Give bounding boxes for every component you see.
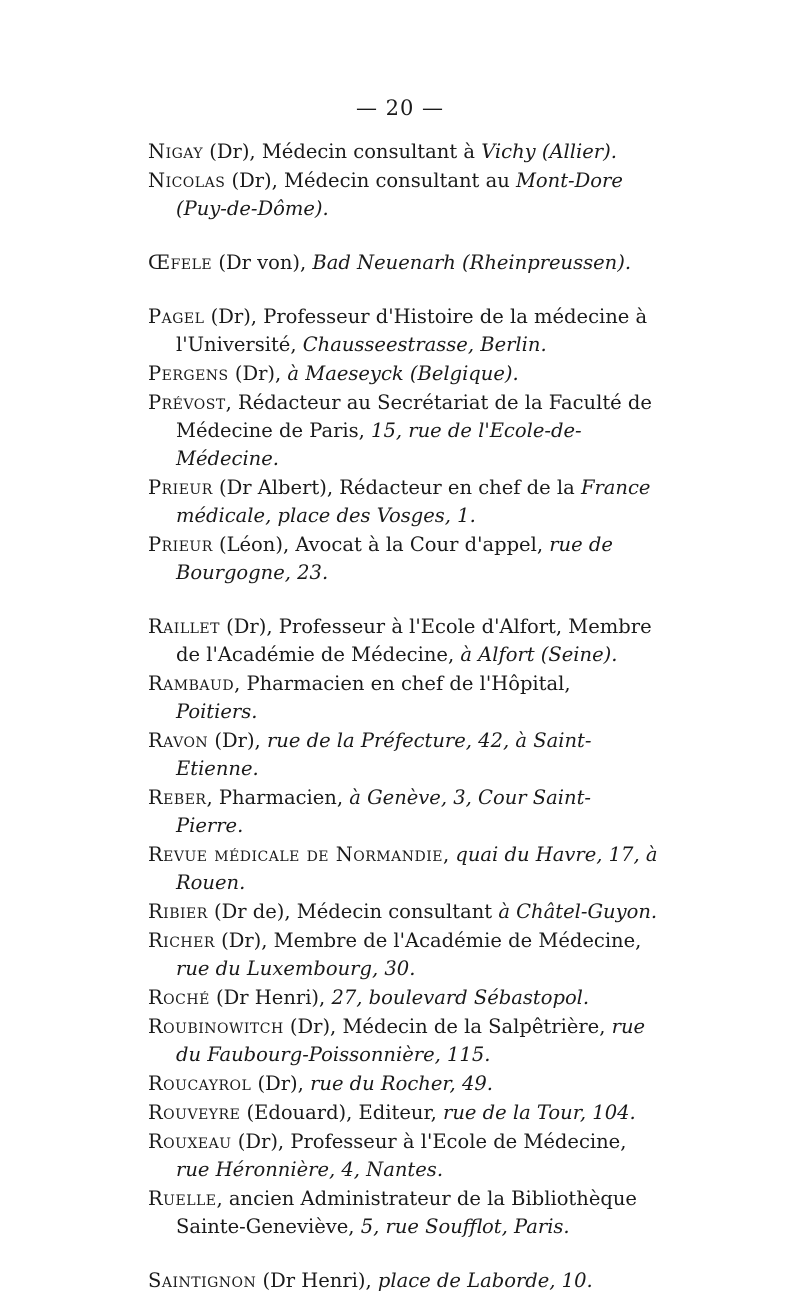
list-item [148,984,658,1012]
entry-place: Chausseestrasse, Berlin. [302,333,547,356]
entry-place: Mont-Dore (Puy-de-Dôme). [176,169,623,220]
list-item [148,531,658,587]
entry-place: à Alfort (Seine). [460,643,618,666]
entry-place: rue de la Préfecture, 42, à Saint-Etienne. [176,729,592,780]
entry-name: Prieur [148,476,213,499]
list-item [148,841,658,897]
list-item [148,670,658,726]
entry-name: Pergens [148,362,229,385]
entry-text: , ancien Administrateur de la Bibliothèque Sainte-Geneviève, [176,1187,637,1238]
entry-text: , [442,843,456,866]
entry-name: Pagel [148,305,205,328]
entry-text: , Pharmacien en chef de l'Hôpital, [234,672,571,695]
list-item [148,1128,658,1184]
entry-place: rue du Luxembourg, 30. [176,957,416,980]
entry-name: Roucayrol [148,1072,252,1095]
entry-place: quai du Havre, 17, à Rouen. [176,843,658,894]
list-item [148,303,658,359]
entry-place: rue de Bourgogne, 23. [176,533,613,584]
entry-text: (Dr), Médecin de la Salpêtrière, [283,1015,612,1038]
entry-text: (Dr), Membre de l'Académie de Médecine, [214,929,642,952]
entry-text: (Dr), Médecin consultant au [225,169,516,192]
entry-place: Vichy (Allier). [481,140,617,163]
list-item [148,898,658,926]
list-item [148,1013,658,1069]
entry-text: (Dr de), Médecin consultant [207,900,499,923]
entry-name: Œfele [148,251,213,274]
list-item [148,1070,658,1098]
list-item [148,1267,658,1295]
entry-text: (Dr Henri), [256,1269,378,1292]
entry-place: rue du Faubourg-Poissonnière, 115. [176,1015,646,1066]
entry-name: Prévost [148,391,226,414]
entry-name: Rouveyre [148,1101,241,1124]
list-item [148,167,658,223]
entry-place: Bad Neuenarh (Rheinpreussen). [312,251,632,274]
entry-name: Ruelle [148,1187,217,1210]
entry-text: (Dr), Médecin consultant à [203,140,482,163]
entry-list [148,138,658,1296]
entry-name: Raillet [148,615,220,638]
list-item [148,784,658,840]
page-number: — 20 — [355,96,445,120]
list-item [148,1099,658,1127]
list-item [148,389,658,473]
list-item [148,138,658,166]
entry-place: 27, boulevard Sébastopol. [331,986,590,1009]
entry-text: (Dr), Professeur à l'Ecole de Médecine, [231,1130,627,1153]
entry-place: France médicale, place des Vosges, 1. [176,476,651,527]
entry-name: Ravon [148,729,209,752]
list-item [148,613,658,669]
entry-name: Richer [148,929,215,952]
entry-text: , Pharmacien, [206,786,350,809]
entry-text: (Edouard), Editeur, [240,1101,444,1124]
entry-place: rue Héronnière, 4, Nantes. [176,1158,444,1181]
entry-place: rue du Rocher, 49. [310,1072,493,1095]
entry-name: Rambaud [148,672,235,695]
entry-name: Ribier [148,900,208,923]
entry-place: Poitiers. [176,700,258,723]
entry-name: Nicolas [148,169,226,192]
entry-place: rue de la Tour, 104. [443,1101,636,1124]
entry-name: Prieur [148,533,213,556]
entry-name: Rouxeau [148,1130,232,1153]
list-item [148,727,658,783]
entry-text: (Dr), Professeur d'Histoire de la médecine à l'Université, [176,305,648,356]
entry-text: (Dr Albert), Rédacteur en chef de la [212,476,581,499]
entry-place: place de Laborde, 10. [377,1269,593,1292]
entry-text: , Rédacteur au Secrétariat de la Faculté de Médecine de Paris, [176,391,652,442]
entry-text: (Dr), [251,1072,311,1095]
entry-text: (Léon), Avocat à la Cour d'appel, [212,533,550,556]
entry-place: à Maeseyck (Belgique). [287,362,519,385]
list-item [148,249,658,277]
entry-name: Revue médicale de Normandie [148,843,443,866]
entry-text: (Dr), [228,362,288,385]
entry-place: à Châtel-Guyon. [498,900,658,923]
entry-name: Nigay [148,140,204,163]
list-item [148,360,658,388]
entry-text: (Dr von), [212,251,313,274]
list-item [148,927,658,983]
entry-text: (Dr Henri), [209,986,332,1009]
entry-place: à Genève, 3, Cour Saint-Pierre. [176,786,591,837]
entry-text: (Dr), Professeur à l'Ecole d'Alfort, Membre de l'Académie de Médecine, [176,615,652,666]
entry-name: Roubinowitch [148,1015,284,1038]
list-item [148,474,658,530]
entry-place: 15, rue de l'Ecole-de-Médecine. [176,419,582,470]
entry-name: Reber [148,786,207,809]
entry-name: Saintignon [148,1269,257,1292]
list-item [148,1185,658,1241]
entry-name: Roché [148,986,210,1009]
entry-text: (Dr), [208,729,267,752]
entry-place: 5, rue Soufflot, Paris. [360,1215,570,1238]
